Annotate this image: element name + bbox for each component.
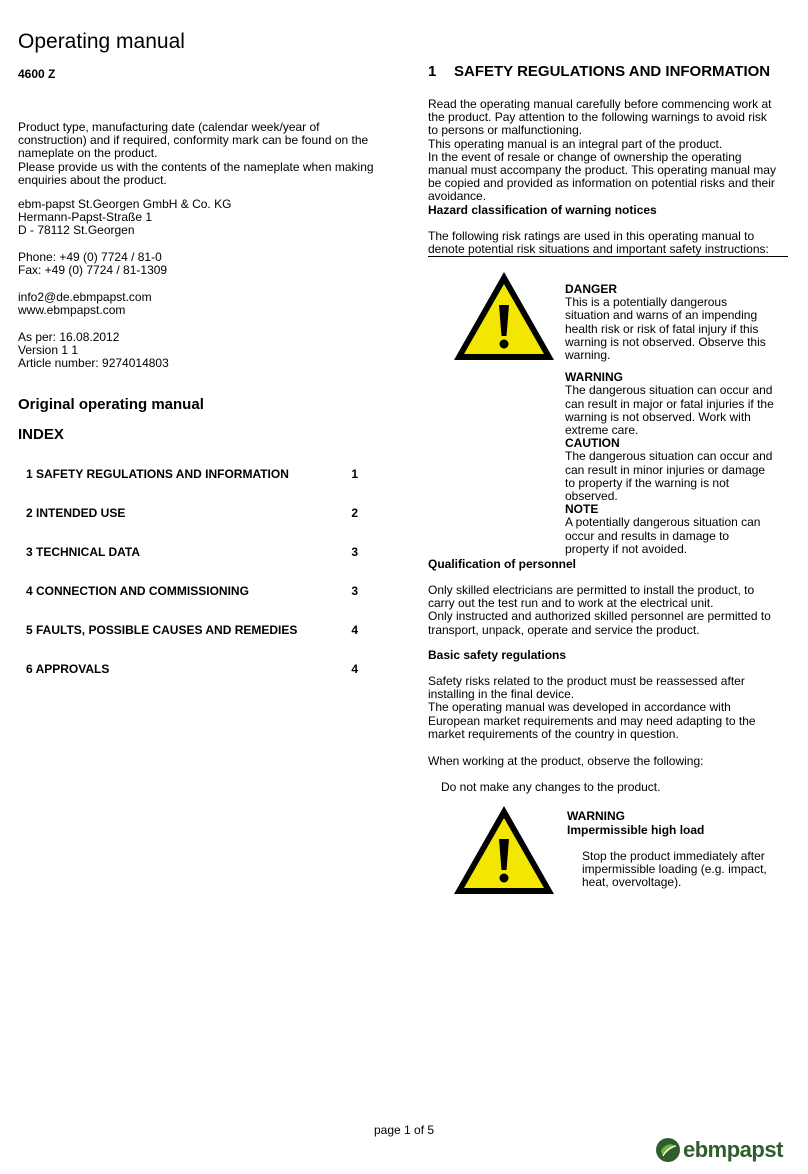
section-number: 1 [428,63,437,80]
paragraph: Read the operating manual carefully before commencing work at the product. Pay attention to the following warnings to avoid risk to persons or malfunctioning. [428,97,772,138]
hazard-text: The following risk ratings are used in this operating manual to denote potential risk situations and important safety instructions: [428,229,769,257]
contact-phones [18,251,378,277]
basic-safety-heading: Basic safety regulations [428,648,567,662]
toc-label: 1 SAFETY REGULATIONS AND INFORMATION [26,467,289,481]
paragraph: Safety risks related to the product must be reassessed after installing in the final device. [428,674,745,702]
product-name: 4600 Z [18,67,56,81]
original-manual-heading: Original operating manual [18,396,204,413]
as-per-date: As per: 16.08.2012 [18,330,120,344]
toc-entry[interactable] [26,467,358,481]
company-street: Hermann-Papst-Straße 1 [18,210,153,225]
paragraph: This operating manual is an integral part of the product. [428,136,723,151]
toc-page: 3 [351,545,358,559]
warning-text: Stop the product immediately after impermissible loading (e.g. impact, heat, overvoltage). [582,849,767,890]
toc-page: 3 [351,584,358,598]
contact-web [18,291,378,317]
intro-text [18,121,378,187]
toc-page: 4 [351,623,358,637]
email-address: info2@de.ebmpapst.com [18,290,152,304]
warning-triangle-icon [452,804,556,896]
paragraph: Only instructed and authorized skilled personnel are permitted to transport, unpack, operate and service the product. [428,609,771,637]
fax-number: Fax: +49 (0) 7724 / 81-1309 [18,263,168,278]
qualification-text [428,584,776,637]
toc-entry[interactable] [26,506,358,520]
warning-levels [565,283,775,556]
note-label: NOTE [565,502,599,517]
company-city: D - 78112 St.Georgen [18,223,135,238]
toc-entry[interactable] [26,623,358,637]
warning-label: WARNING [567,809,625,823]
toc-page: 2 [351,506,358,520]
paragraph: Only skilled electricians are permitted to install the product, to carry out the test run and to work at the electrical unit. [428,583,755,611]
basic-safety-text [428,675,776,741]
index-heading: INDEX [18,426,64,443]
toc-page: 4 [351,662,358,676]
website: www.ebmpapst.com [18,303,126,318]
paragraph: The operating manual was developed in accordance with European market requirements and may need adapting to the market requirements of the country in question. [428,700,756,741]
company-name: ebm-papst St.Georgen GmbH & Co. KG [18,197,232,211]
section-title-text: SAFETY REGULATIONS AND INFORMATION [454,63,771,80]
warning-label: WARNING [565,370,623,385]
caution-text: The dangerous situation can occur and can result in minor injuries or damage to property if the warning is not observed. [565,449,773,504]
toc-label: 5 FAULTS, POSSIBLE CAUSES AND REMEDIES [26,623,298,637]
toc-label: 3 TECHNICAL DATA [26,545,140,559]
hazard-heading: Hazard classification of warning notices [428,203,657,217]
paragraph: In the event of resale or change of ownership the operating manual must accompany the product. This operating manual may be copied and provided as information on potential risks and their avoidance. [428,149,776,204]
caution-label: CAUTION [565,436,620,451]
toc-label: 6 APPROVALS [26,662,110,676]
divider [428,256,788,257]
company-address [18,198,378,238]
warning-text: The dangerous situation can occur and can result in major or fatal injuries if the warning is not observed. Work with extreme care. [565,383,774,438]
section-title [428,63,770,80]
toc-label: 4 CONNECTION AND COMMISSIONING [26,584,249,598]
basic-safety-instruction: When working at the product, observe the following: [428,754,704,768]
logo-wordmark: ebmpapst [683,1137,783,1162]
warning-title: Impermissible high load [567,823,705,837]
intro-paragraph: Product type, manufacturing date (calendar week/year of construction) and if required, conformity mark can be found on the nameplate on the product. [18,120,369,161]
document-title: Operating manual [18,30,185,53]
section-intro [428,98,776,204]
phone-number: Phone: +49 (0) 7724 / 81-0 [18,250,162,264]
warning-triangle-icon [452,270,556,362]
toc-label: 2 INTENDED USE [26,506,126,520]
note-text: A potentially dangerous situation can occur and results in damage to property if not avoided. [565,515,761,556]
toc-entry[interactable] [26,545,358,559]
intro-paragraph: Please provide us with the contents of the nameplate when making enquiries about the product. [18,159,374,187]
page-number: page 1 of 5 [374,1123,435,1137]
toc-page: 1 [351,467,358,481]
danger-label: DANGER [565,282,618,296]
qualification-heading: Qualification of personnel [428,557,577,571]
toc-entry[interactable] [26,662,358,676]
danger-text: This is a potentially dangerous situation and warns of an impending health risk or risk of fatal injury if this warning is not observed. Observe this warning. [565,295,766,363]
ebmpapst-logo [655,1137,783,1163]
document-info [18,331,378,371]
version-number: Version 1 1 [18,343,79,358]
article-number: Article number: 9274014803 [18,356,169,371]
toc-entry[interactable] [26,584,358,598]
ebmpapst-logo-icon [655,1137,681,1163]
list-item: Do not make any changes to the product. [441,780,661,794]
